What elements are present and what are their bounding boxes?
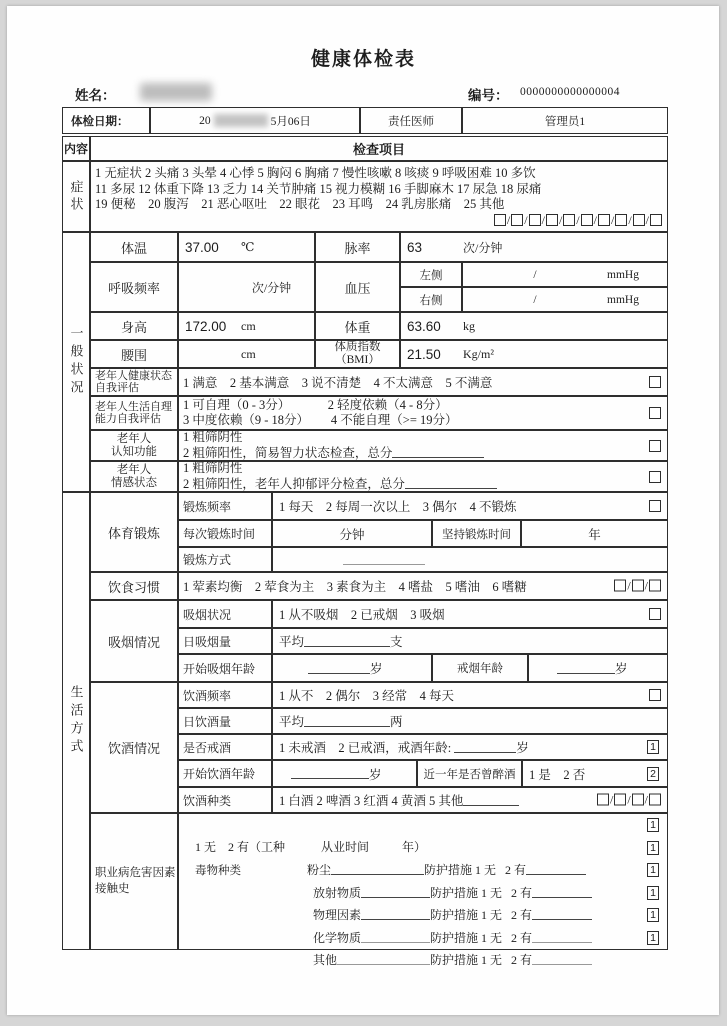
exercise-persist-label: 坚持锻炼时间 [432, 520, 521, 547]
protection-text: 防护措施 1 无 2 有 [430, 908, 533, 923]
hazard-valuebox: 1 [647, 841, 659, 855]
bp-right-unit: mmHg [607, 293, 639, 306]
drinking-daily-label: 日饮酒量 [178, 708, 272, 734]
occupational-main-text: 1 无 2 有（工种 从业时间 年） [195, 840, 427, 855]
checkbox [650, 214, 662, 226]
occupational-hazard-row [179, 904, 667, 945]
protection-text: 防护措施 1 无 2 有 [430, 930, 533, 945]
cognition-cell [178, 430, 668, 461]
emotion-line2-text: 2 粗筛阳性，老年人抑郁评分检查，总分 [183, 476, 405, 491]
temperature-label: 体温 [90, 232, 178, 262]
section-symptoms [62, 161, 90, 232]
drinking-quit-label: 是否戒酒 [178, 734, 272, 760]
protection-text: 防护措施 1 无 2 有 [430, 885, 533, 900]
temperature-unit: ℃ [241, 239, 255, 254]
drinking-daily-prefix: 平均 [279, 715, 305, 729]
checkbox [529, 214, 541, 226]
occupational-label [90, 813, 178, 950]
serial-label: 编号： [468, 88, 509, 103]
occupational-hazard-row [179, 927, 667, 968]
exercise-mode-cell [272, 547, 668, 572]
section-general-label: 一般状况 [68, 326, 84, 398]
hazard-valuebox: 1 [647, 931, 659, 945]
self-health-label [90, 368, 178, 396]
drinking-daily-blank [304, 716, 390, 727]
bp-left-value-cell [462, 262, 668, 287]
emotion-line2 [183, 477, 497, 493]
hazard-name: 化学物质 [313, 930, 362, 945]
occupational-main-valuebox: 1 [647, 818, 659, 832]
smoking-start-unit: 岁 [370, 662, 383, 676]
checkbox-separator: / [645, 212, 649, 227]
content-header: 内容 [62, 136, 90, 161]
self-care-label [90, 396, 178, 430]
bmi-unit: Kg/m² [463, 346, 494, 361]
drinking-daily-suffix: 两 [390, 715, 403, 729]
checkbox [598, 214, 610, 226]
serial-value: 0000000000000004 [520, 86, 620, 98]
checkbox-separator: / [558, 212, 563, 227]
height-value-cell [178, 312, 315, 340]
smoking-start-label: 开始吸烟年龄 [178, 654, 272, 682]
exercise-mode-label: 锻炼方式 [178, 547, 272, 572]
cognition-line1: 1 粗筛阴性 [183, 430, 243, 444]
emotion-line1: 1 粗筛阴性 [183, 461, 243, 475]
pulse-unit: 次/分钟 [463, 240, 503, 255]
drinking-kind-blank [463, 795, 519, 806]
drinking-quit-suffix: 岁 [516, 741, 529, 755]
cognition-label [90, 430, 178, 461]
smoking-quit-unit: 岁 [615, 662, 628, 676]
drinking-kind-cell [272, 787, 668, 813]
weight-label: 体重 [315, 312, 400, 340]
temperature-value-cell [178, 232, 315, 262]
emotion-label-line1: 老年人 [116, 463, 152, 476]
checkbox [597, 794, 609, 806]
hazard-name: 物理因素 [313, 908, 362, 923]
self-health-checkbox [649, 376, 661, 388]
checkbox [546, 214, 558, 226]
name-label: 姓名： [75, 88, 116, 103]
checkbox [632, 794, 644, 806]
exercise-freq-cell [272, 492, 668, 520]
exercise-time-unit: 分钟 [272, 520, 432, 547]
checkbox [581, 214, 593, 226]
drinking-quit-cell [272, 734, 668, 760]
checkbox [632, 580, 644, 592]
drinking-freq-label: 饮酒频率 [178, 682, 272, 708]
checkbox [614, 794, 626, 806]
occupational-main-line [179, 814, 667, 855]
drinking-label: 饮酒情况 [90, 682, 178, 813]
bp-left-value: / [533, 268, 537, 281]
bmi-label-line1: 体质指数 [334, 341, 381, 353]
section-general [62, 232, 90, 492]
drinking-daily-cell [272, 708, 668, 734]
smoking-daily-label: 日吸烟量 [178, 628, 272, 654]
cognition-label-line1: 老年人 [116, 432, 152, 445]
occupational-hazard-row [179, 859, 667, 900]
smoking-daily-cell [272, 628, 668, 654]
bp-right-value-cell [462, 287, 668, 312]
bmi-label-line2: （BMI） [335, 354, 380, 366]
self-care-label-line1: 老年人生活自理 [95, 400, 172, 413]
smoking-label: 吸烟情况 [90, 600, 178, 682]
cognition-score-blank [392, 447, 484, 458]
bmi-label [315, 340, 400, 368]
emotion-cell [178, 461, 668, 492]
respiration-unit-cell [178, 262, 315, 312]
section-lifestyle-label: 生活方式 [68, 685, 84, 757]
checkbox [615, 214, 627, 226]
waist-value-cell [178, 340, 315, 368]
bp-left-label: 左侧 [400, 262, 462, 287]
pulse-value: 63 [407, 239, 423, 255]
diet-cell [178, 572, 668, 600]
toxin-type-label: 毒物种类 [195, 864, 241, 877]
exam-date-redacted [214, 114, 268, 127]
hazard-valuebox: 1 [647, 863, 659, 877]
weight-unit: kg [463, 318, 475, 333]
smoking-start-cell [272, 654, 432, 682]
exercise-freq-checkbox [649, 500, 661, 512]
symptoms-cell [90, 161, 668, 232]
drinking-freq-cell [272, 682, 668, 708]
diet-checkbox-group [614, 579, 661, 594]
smoking-status-options: 1 从不吸烟 2 已戒烟 3 吸烟 [279, 608, 445, 622]
drinking-quit-options: 1 未戒酒 2 已戒酒，戒酒年龄: [279, 741, 455, 755]
drinking-freq-checkbox [649, 689, 661, 701]
exercise-time-label: 每次锻炼时间 [178, 520, 272, 547]
emotion-score-blank [405, 478, 497, 489]
section-lifestyle [62, 492, 90, 950]
hazard-name: 其他 [313, 953, 338, 968]
drinking-freq-options: 1 从不 2 偶尔 3 经常 4 每天 [279, 689, 455, 703]
smoking-daily-blank [304, 636, 390, 647]
checkbox [494, 214, 506, 226]
symptoms-line3: 19 便秘 20 腹泻 21 恶心呕吐 22 眼花 23 耳鸣 24 乳房胀痛 25 其他 [95, 197, 505, 211]
weight-value: 63.60 [407, 318, 441, 334]
symptoms-line2: 11 多尿 12 体重下降 13 乏力 14 关节肿痛 15 视力模糊 16 手脚麻木 17 尿急 18 尿痛 [95, 181, 542, 196]
self-care-options-cell [178, 396, 668, 430]
diet-options: 1 荤素均衡 2 荤食为主 3 素食为主 4 嗜盐 5 嗜油 6 嗜糖 [183, 580, 527, 594]
smoking-status-cell [272, 600, 668, 628]
checkbox-separator: / [644, 792, 648, 807]
exam-date-prefix: 20 [199, 114, 211, 127]
drinking-drunk-options: 1 是 2 否 [529, 767, 586, 782]
weight-value-cell [400, 312, 668, 340]
emotion-label-line2: 情感状态 [111, 476, 157, 489]
checkbox [563, 214, 575, 226]
checkbox [614, 580, 626, 592]
checkbox-separator: / [610, 212, 615, 227]
self-care-line1: 1 可自理（0 - 3分） 2 轻度依赖（4 - 8分） [183, 397, 448, 412]
smoking-daily-suffix: 支 [390, 635, 403, 649]
exercise-persist-unit: 年 [521, 520, 668, 547]
height-value: 172.00 [185, 318, 227, 334]
smoking-quit-cell [528, 654, 668, 682]
bmi-value-cell [400, 340, 668, 368]
smoking-status-checkbox [649, 608, 661, 620]
checkbox-separator: / [541, 212, 545, 227]
hazard-name: 放射物质 [313, 885, 362, 900]
checkbox [649, 580, 661, 592]
respiration-label: 呼吸频率 [90, 262, 178, 312]
drinking-start-label: 开始饮酒年龄 [178, 760, 272, 787]
drinking-kind-label: 饮酒种类 [178, 787, 272, 813]
drinking-start-cell [272, 760, 417, 787]
bmi-value: 21.50 [407, 346, 441, 362]
bp-label: 血压 [315, 262, 400, 312]
checkbox [511, 214, 523, 226]
drinking-kind-options: 1 白酒 2 啤酒 3 红酒 4 黄酒 5 其他 [279, 794, 464, 808]
pulse-label: 脉率 [315, 232, 400, 262]
checkbox-separator: / [593, 212, 597, 227]
name-value-redacted [140, 83, 212, 101]
drinking-drunk-cell [522, 760, 668, 787]
emotion-checkbox [649, 471, 661, 483]
drinking-quit-valuebox: 1 [647, 740, 659, 754]
occupational-cell [178, 813, 668, 968]
checkbox-separator: / [524, 212, 528, 227]
checkbox-separator: / [644, 578, 648, 593]
drinking-start-blank [291, 768, 369, 779]
checkbox-separator: / [506, 212, 511, 227]
cognition-label-line2: 认知功能 [111, 445, 157, 458]
checkbox-separator: / [627, 578, 631, 593]
diet-label: 饮食习惯 [90, 572, 178, 600]
drinking-drunk-valuebox: 2 [647, 767, 659, 781]
protection-blank [532, 954, 592, 965]
pulse-value-cell [400, 232, 668, 262]
drinking-start-unit: 岁 [369, 767, 382, 782]
protection-text: 防护措施 1 无 2 有 [424, 862, 527, 877]
hazard-name: 粉尘 [307, 862, 332, 877]
drinking-kind-checkbox-group [597, 793, 661, 808]
smoking-start-blank [308, 663, 370, 674]
checkbox [633, 214, 645, 226]
smoking-status-label: 吸烟状况 [178, 600, 272, 628]
drinking-drunk-label: 近一年是否曾醉酒 [417, 760, 522, 787]
items-header: 检查项目 [90, 136, 668, 161]
physician-label: 责任医师 [360, 107, 462, 134]
bp-right-value: / [533, 293, 537, 306]
checkbox [649, 794, 661, 806]
occupational-hazard-row [179, 882, 667, 923]
drinking-quit-blank [454, 742, 516, 753]
self-care-label-line2: 能力自我评估 [95, 413, 161, 425]
cognition-line2-text: 2 粗筛阳性，简易智力状态检查，总分 [183, 445, 393, 460]
exam-date-suffix: 5月06日 [270, 115, 311, 128]
section-symptoms-label: 症状 [68, 179, 84, 214]
temperature-value: 37.00 [185, 239, 219, 255]
occupational-hazard-row [179, 836, 667, 877]
hazard-blank [337, 954, 430, 965]
protection-text: 防护措施 1 无 2 有 [430, 953, 533, 968]
exercise-freq-options: 1 每天 2 每周一次以上 3 偶尔 4 不锻炼 [279, 500, 517, 514]
self-health-options: 1 满意 2 基本满意 3 说不清楚 4 不太满意 5 不满意 [183, 376, 493, 390]
height-label: 身高 [90, 312, 178, 340]
cognition-line2 [183, 446, 484, 462]
self-health-label-line2: 自我评估 [95, 382, 139, 394]
checkbox-separator: / [628, 212, 632, 227]
emotion-label [90, 461, 178, 492]
checkbox-separator: / [627, 792, 631, 807]
exercise-freq-label: 锻炼频率 [178, 492, 272, 520]
exam-date-label: 体检日期： [62, 107, 150, 134]
occupational-label-line1: 职业病危害因素 [95, 867, 176, 879]
respiration-unit: 次/分钟 [251, 280, 292, 295]
height-unit: cm [241, 318, 256, 333]
waist-unit: cm [241, 346, 256, 361]
self-care-checkbox [649, 407, 661, 419]
exam-date-value [150, 107, 360, 134]
self-care-line2: 3 中度依赖（9 - 18分） 4 不能自理（>= 19分） [183, 413, 458, 427]
physician-value: 管理员1 [462, 107, 668, 134]
checkbox-separator: / [609, 792, 614, 807]
bp-left-unit: mmHg [607, 268, 639, 281]
self-health-label-line1: 老年人健康状态 [95, 369, 172, 382]
smoking-quit-blank [557, 663, 615, 674]
hazard-valuebox: 1 [647, 886, 659, 900]
occupational-label-line2: 接触史 [95, 882, 130, 895]
self-health-options-cell [178, 368, 668, 396]
hazard-valuebox: 1 [647, 908, 659, 922]
symptoms-line1: 1 无症状 2 头痛 3 头晕 4 心悸 5 胸闷 6 胸痛 7 慢性咳嗽 8 咳痰 9 呼吸困难 10 多饮 [95, 166, 536, 180]
waist-label: 腰围 [90, 340, 178, 368]
exercise-label: 体育锻炼 [90, 492, 178, 572]
cognition-checkbox [649, 440, 661, 452]
smoking-quit-label: 戒烟年龄 [432, 654, 528, 682]
bp-right-label: 右侧 [400, 287, 462, 312]
checkbox-separator: / [576, 212, 580, 227]
symptoms-checkbox-group [494, 213, 662, 229]
form-title: 健康体检表 [310, 49, 416, 70]
smoking-daily-prefix: 平均 [279, 635, 305, 649]
exercise-mode-blank [343, 554, 425, 565]
